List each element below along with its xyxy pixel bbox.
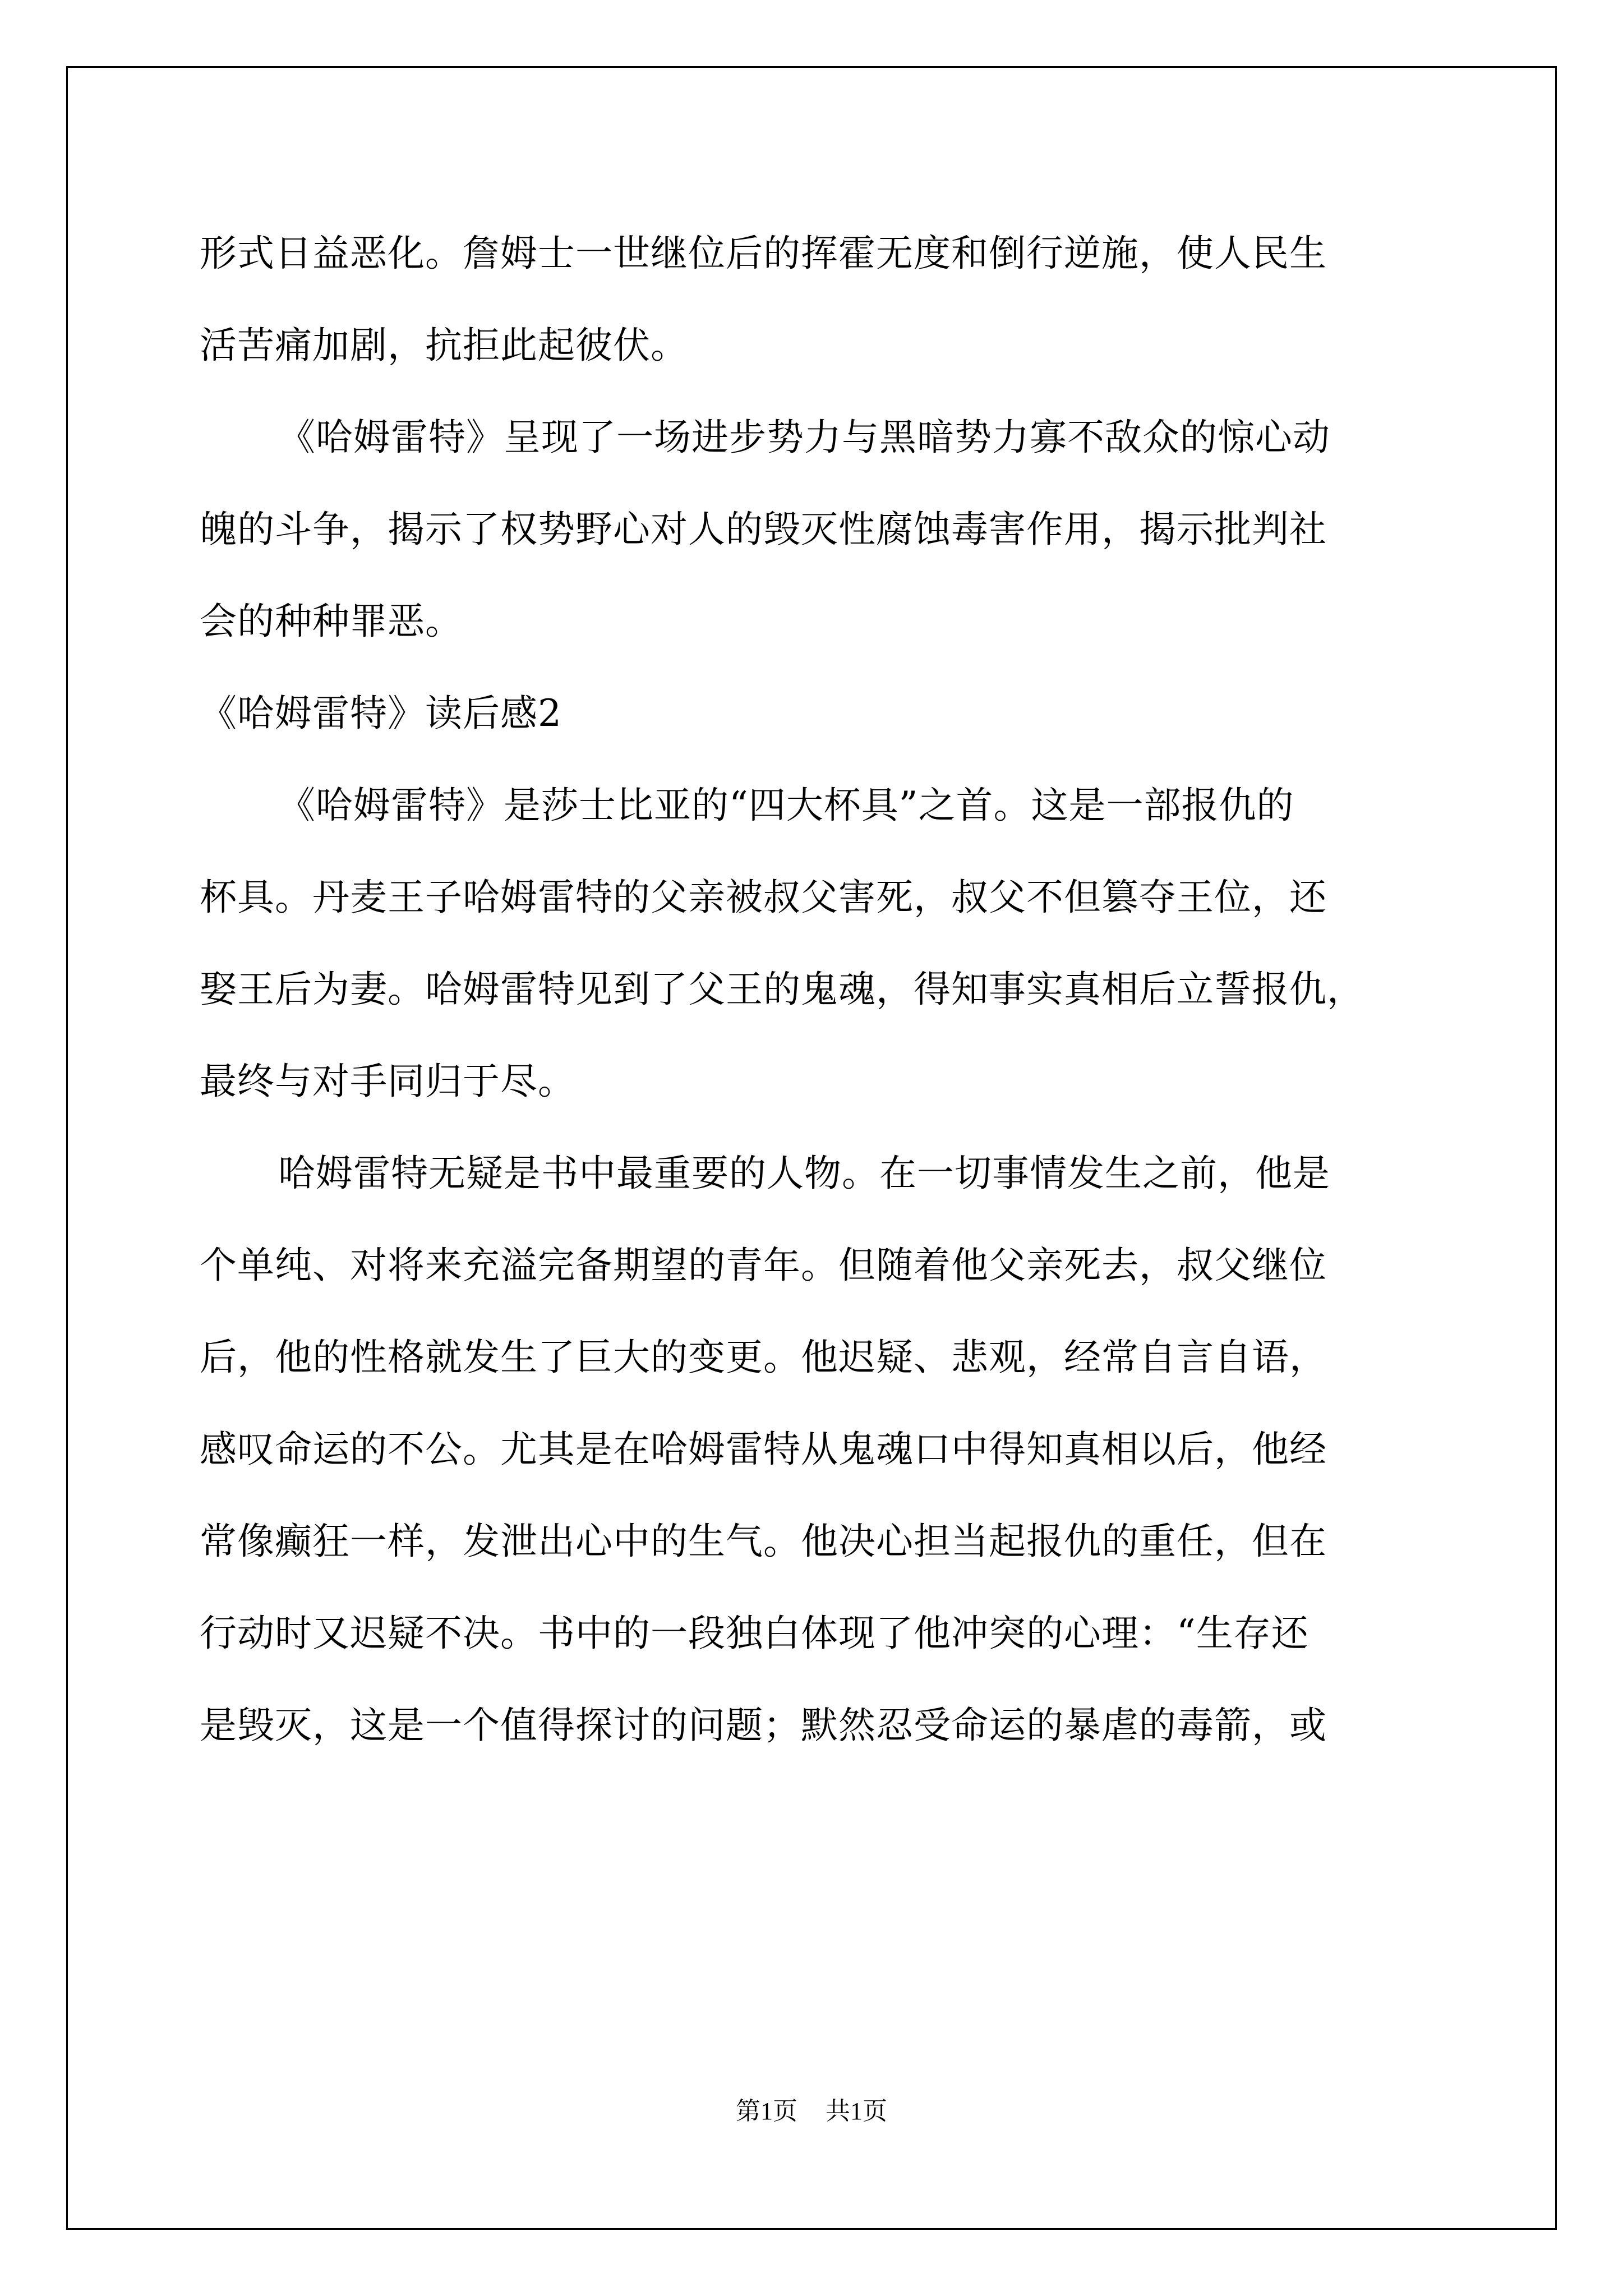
paragraph-line: 会的种种罪恶。 (200, 600, 463, 643)
paragraph-line: 后，他的性格就发生了巨大的变更。他迟疑、悲观，经常自言自语， (200, 1336, 1327, 1379)
paragraph-line: 常像癫狂一样，发泄出心中的生气。他决心担当起报仇的重任，但在 (200, 1520, 1327, 1563)
paragraph-line: 活苦痛加剧，抗拒此起彼伏。 (200, 324, 688, 367)
paragraph-line: 是毁灭，这是一个值得探讨的问题；默然忍受命运的暴虐的毒箭，或 (200, 1704, 1327, 1747)
paragraph-line: 魄的斗争，揭示了权势野心对人的毁灭性腐蚀毒害作用，揭示批判社 (200, 508, 1327, 551)
paragraph-line: 哈姆雷特无疑是书中最重要的人物。在一切事情发生之前，他是 (278, 1152, 1330, 1195)
section-heading: 《哈姆雷特》读后感2 (200, 692, 562, 735)
paragraph-line: 娶王后为妻。哈姆雷特见到了父王的鬼魂，得知事实真相后立誓报仇， (200, 968, 1364, 1011)
paragraph-line: 杯具。丹麦王子哈姆雷特的父亲被叔父害死，叔父不但篡夺王位，还 (200, 876, 1327, 919)
paragraph-line: 最终与对手同归于尽。 (200, 1060, 575, 1103)
paragraph-line: 个单纯、对将来充溢完备期望的青年。但随着他父亲死去，叔父继位 (200, 1244, 1327, 1287)
paragraph-line: 感叹命运的不公。尤其是在哈姆雷特从鬼魂口中得知真相以后，他经 (200, 1428, 1327, 1471)
page-number: 第1页 (736, 2097, 797, 2125)
page-footer (0, 2095, 1623, 2128)
paragraph-line: 行动时又迟疑不决。书中的一段独白体现了他冲突的心理：“生存还 (200, 1612, 1309, 1655)
page-total: 共1页 (826, 2097, 887, 2125)
paragraph-line: 《哈姆雷特》呈现了一场进步势力与黑暗势力寡不敌众的惊心动 (278, 416, 1330, 459)
document-body (200, 208, 1422, 1772)
paragraph-line: 《哈姆雷特》是莎士比亚的“四大杯具”之首。这是一部报仇的 (278, 784, 1294, 827)
paragraph-line: 形式日益恶化。詹姆士一世继位后的挥霍无度和倒行逆施，使人民生 (200, 232, 1327, 275)
